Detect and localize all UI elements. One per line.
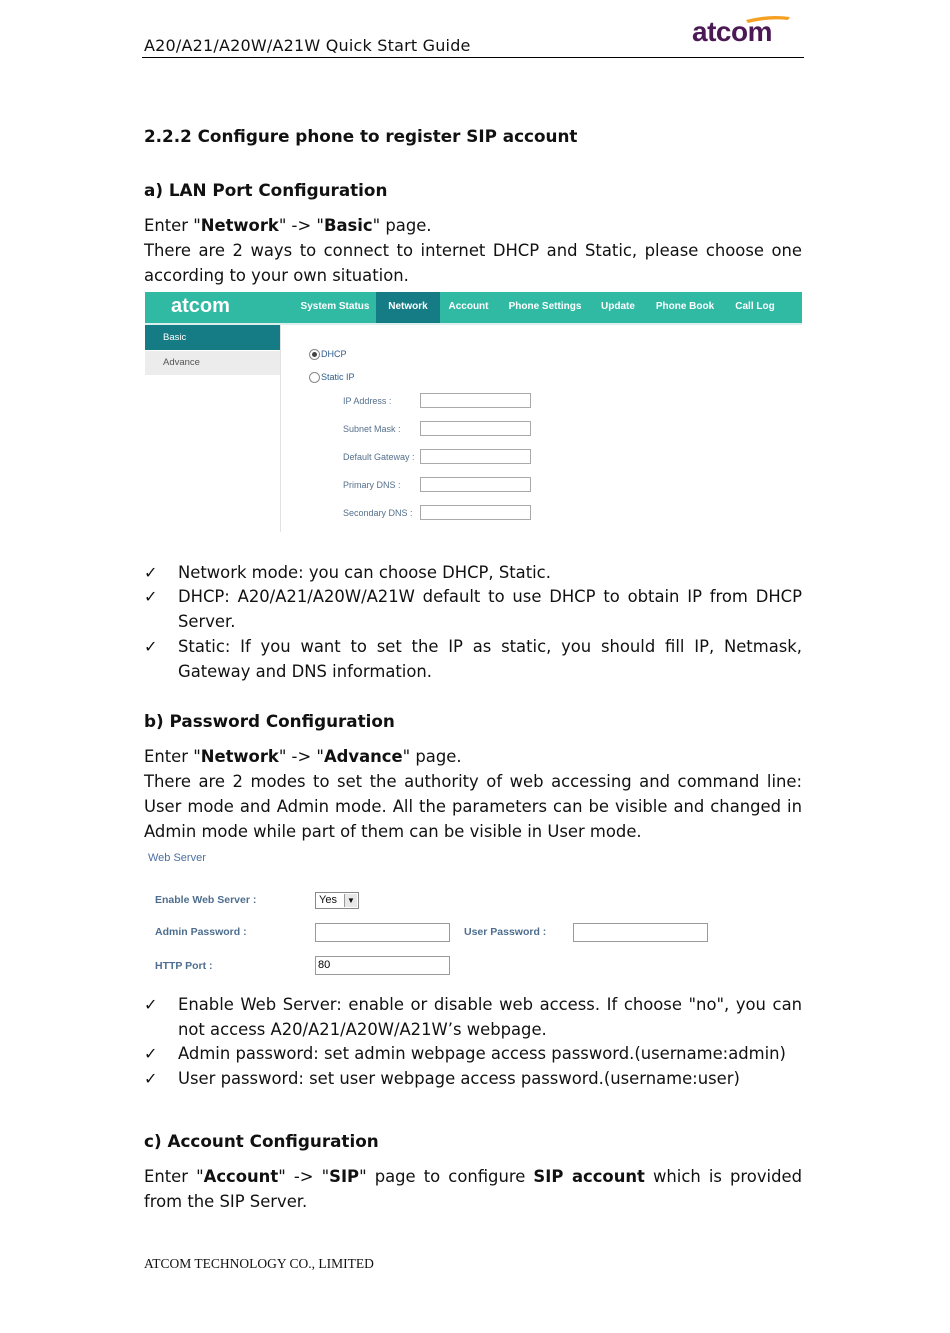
dhcp-label: DHCP: [321, 349, 347, 359]
nav-update[interactable]: Update: [601, 301, 635, 312]
lan-check-item: Static: If you want to set the IP as static, you should fill IP, Netmask, Gateway and DNS information.: [178, 637, 802, 681]
secondary-dns-label: Secondary DNS :: [343, 508, 413, 518]
check-icon: ✓: [144, 995, 158, 1014]
password-heading: b) Password Configuration: [144, 711, 395, 731]
footer-company: ATCOM TECHNOLOGY CO., LIMITED: [144, 1256, 374, 1271]
check-icon: ✓: [144, 1044, 158, 1063]
lan-heading: a) LAN Port Configuration: [144, 180, 388, 200]
ip-address-label: IP Address :: [343, 396, 392, 406]
password-check-item: Admin password: set admin webpage access password.(username:admin): [178, 1044, 786, 1063]
enable-web-server-label: Enable Web Server :: [155, 894, 257, 906]
check-icon: ✓: [144, 1069, 158, 1088]
enable-web-server-select[interactable]: [315, 892, 359, 909]
admin-password-input[interactable]: [315, 923, 450, 942]
network-basic-screenshot: [145, 292, 802, 532]
nav-phone-settings[interactable]: Phone Settings: [508, 301, 582, 312]
ip-address-input[interactable]: [420, 393, 531, 408]
chevron-down-icon: ▼: [344, 894, 357, 907]
logo-text: atcom: [692, 16, 772, 47]
primary-dns-label: Primary DNS :: [343, 480, 401, 490]
default-gateway-input[interactable]: [420, 449, 531, 464]
side-item-advance[interactable]: Advance: [145, 351, 280, 375]
enable-web-server-value: Yes: [319, 894, 337, 906]
user-password-label: User Password :: [464, 926, 547, 938]
web-server-title: Web Server: [148, 852, 206, 864]
nav-call-log[interactable]: Call Log: [735, 301, 775, 312]
side-menu: [145, 325, 281, 532]
lan-check-item: Network mode: you can choose DHCP, Static.: [178, 563, 551, 582]
subnet-mask-label: Subnet Mask :: [343, 424, 401, 434]
check-icon: ✓: [144, 637, 158, 656]
lan-check-item: DHCP: A20/A21/A20W/A21W default to use DHCP to obtain IP from DHCP Server.: [178, 587, 802, 631]
ui-logo: atcom: [171, 295, 230, 317]
nav-network[interactable]: Network: [376, 292, 440, 323]
password-check-item: User password: set user webpage access password.(username:user): [178, 1069, 740, 1088]
admin-password-label: Admin Password :: [155, 926, 247, 938]
top-nav-bar: [145, 292, 802, 323]
nav-phone-book[interactable]: Phone Book: [655, 301, 715, 312]
default-gateway-label: Default Gateway :: [343, 452, 415, 462]
account-enter-line: Enter "Account" -> "SIP" page to configure SIP account which is provided from the SIP Server.: [144, 1167, 802, 1211]
nav-system-status[interactable]: System Status: [300, 301, 370, 312]
user-password-input[interactable]: [573, 923, 708, 942]
subnet-mask-input[interactable]: [420, 421, 531, 436]
http-port-input[interactable]: 80: [315, 956, 450, 975]
header-divider: [142, 57, 804, 58]
lan-enter-line: Enter "Network" -> "Basic" page.: [144, 216, 432, 235]
password-enter-line: Enter "Network" -> "Advance" page.: [144, 747, 462, 766]
account-heading: c) Account Configuration: [144, 1131, 379, 1151]
side-item-basic[interactable]: Basic: [145, 325, 280, 350]
secondary-dns-input[interactable]: [420, 505, 531, 520]
password-check-item: Enable Web Server: enable or disable web access. If choose "no", you can not access A20/A21/A20W/A21W’s webpage.: [178, 995, 802, 1039]
static-ip-label: Static IP: [321, 372, 355, 382]
dhcp-radio[interactable]: [309, 349, 320, 360]
section-title: 2.2.2 Configure phone to register SIP account: [144, 126, 578, 146]
check-icon: ✓: [144, 563, 158, 582]
lan-paragraph: There are 2 ways to connect to internet DHCP and Static, please choose one according to your own situation.: [144, 241, 802, 285]
primary-dns-input[interactable]: [420, 477, 531, 492]
static-ip-radio[interactable]: [309, 372, 320, 383]
nav-account[interactable]: Account: [448, 301, 489, 312]
http-port-label: HTTP Port :: [155, 960, 213, 972]
atcom-logo: [688, 14, 798, 48]
check-icon: ✓: [144, 587, 158, 606]
document-title: A20/A21/A20W/A21W Quick Start Guide: [144, 36, 471, 55]
password-paragraph: There are 2 modes to set the authority of web accessing and command line: User mode and Admin mode. All the parameters can be visible and changed in Admin mode while part of them can be visible in User mode.: [144, 772, 802, 841]
